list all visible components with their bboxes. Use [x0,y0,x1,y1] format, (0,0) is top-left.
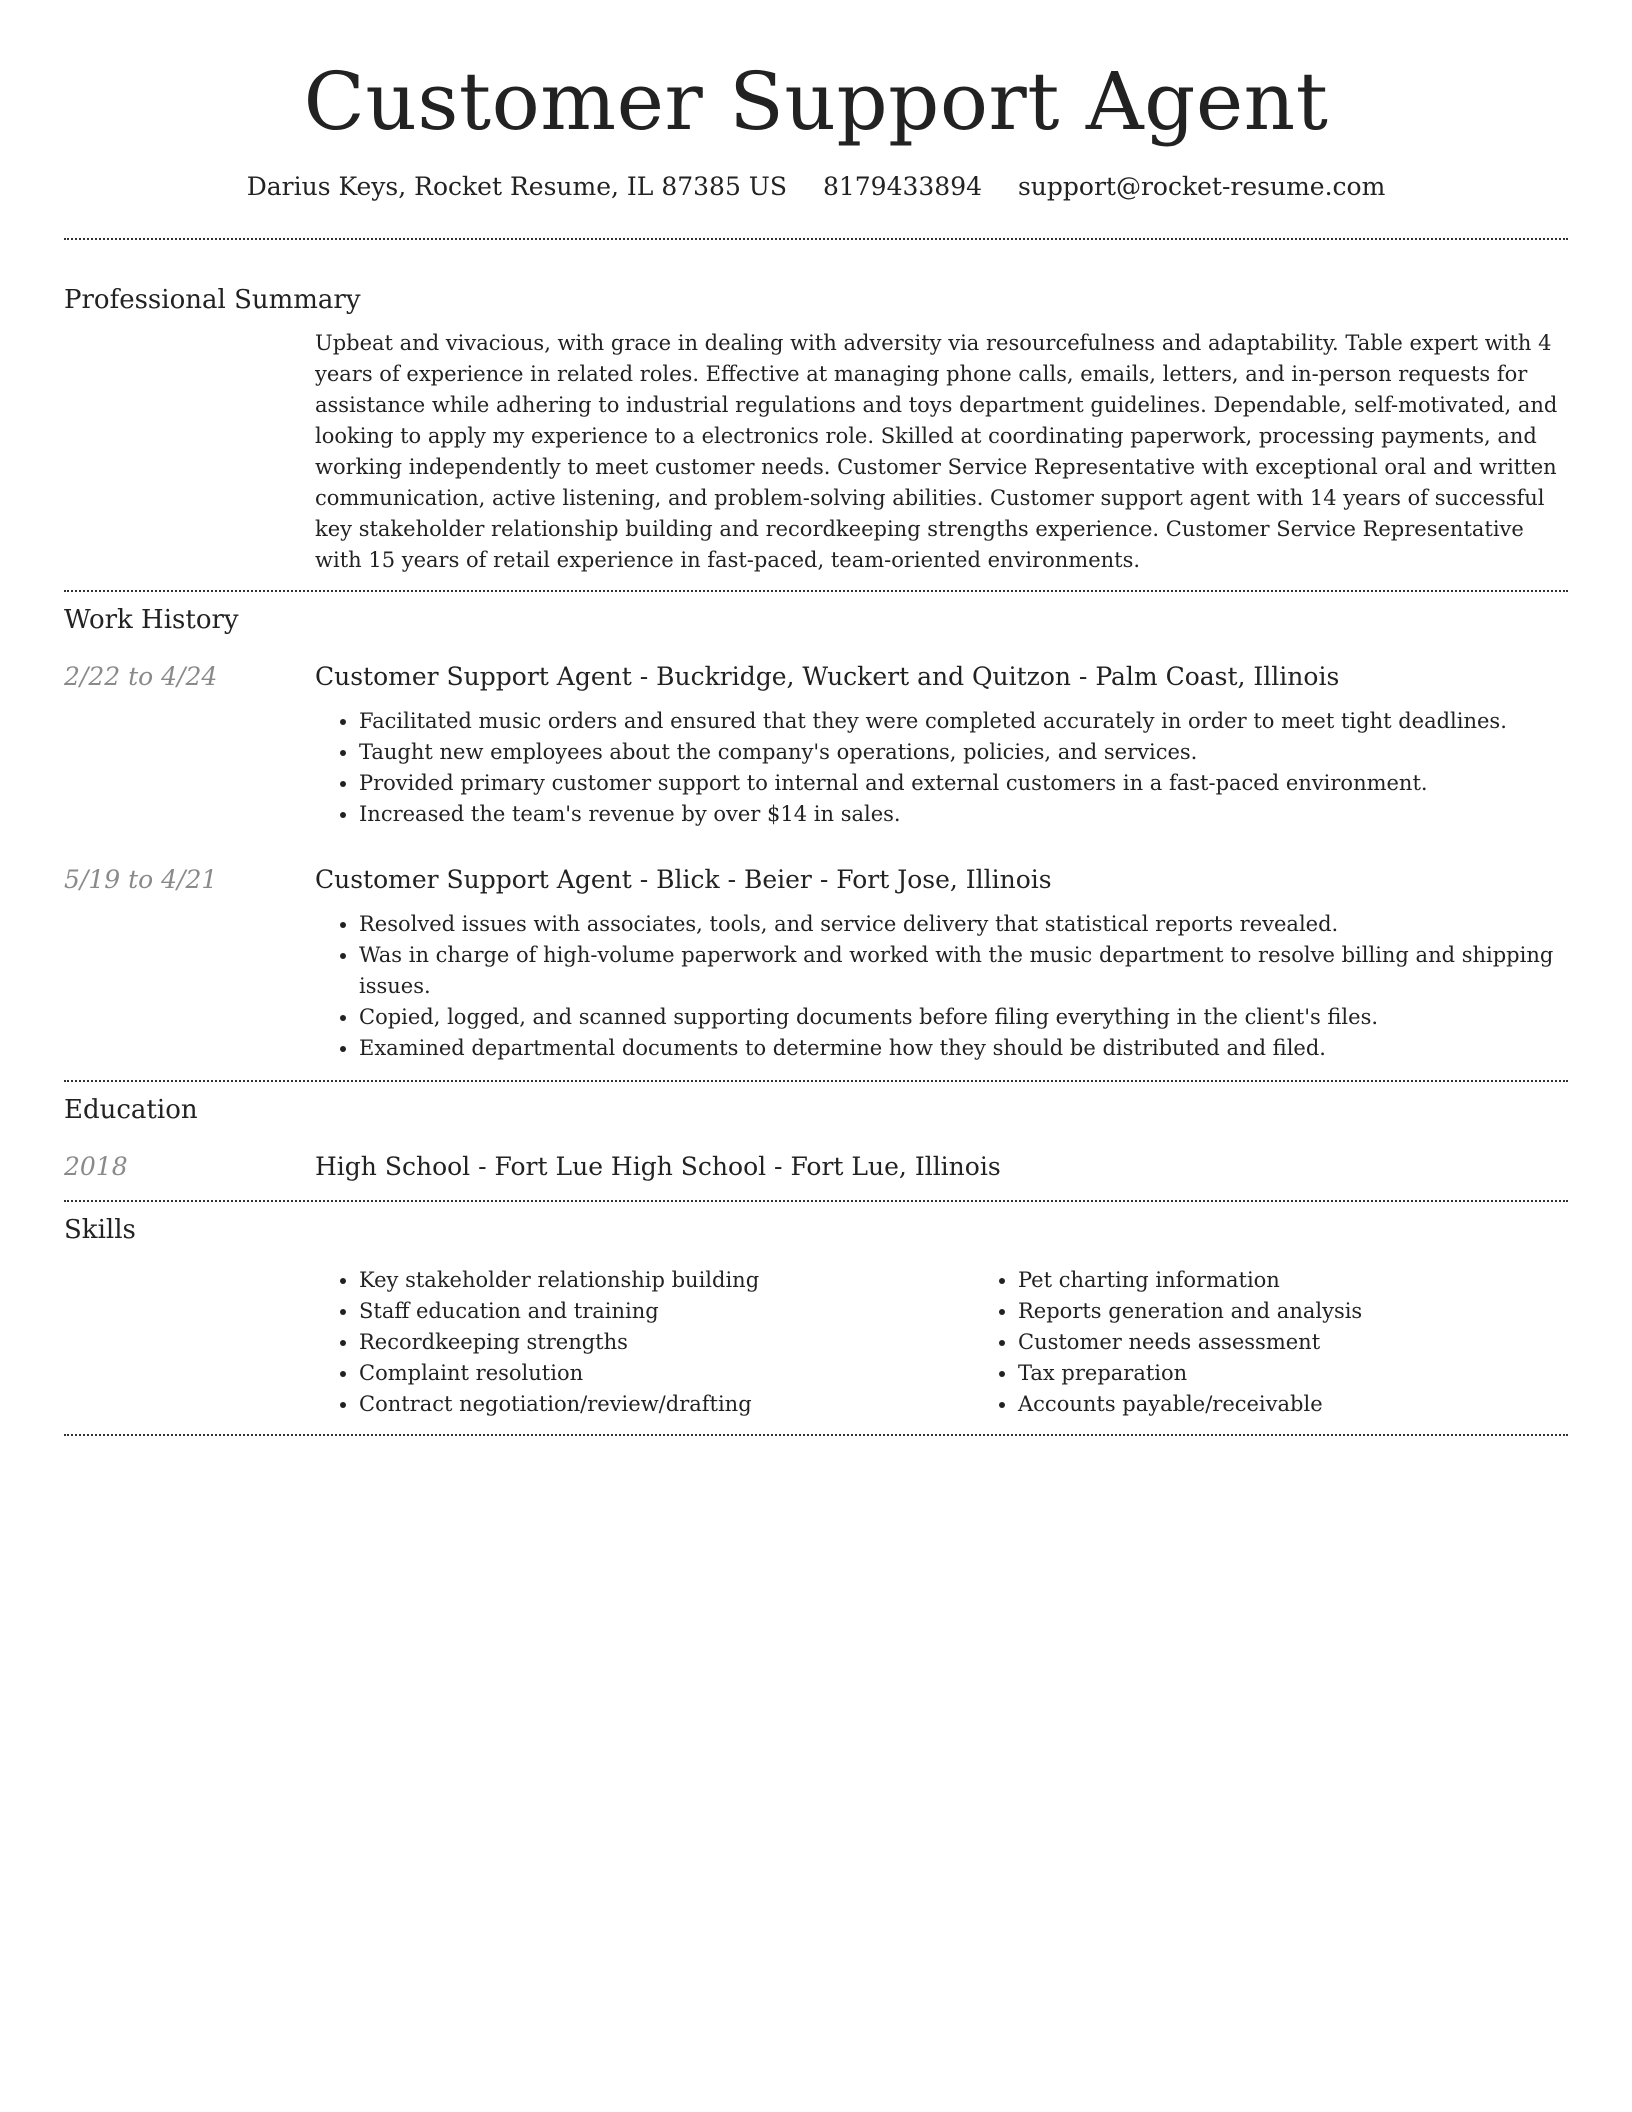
resume-title: Customer Support Agent [303,55,1329,148]
skills-list-right [974,1265,1632,1420]
list-item: • Increased the team's revenue by over $14 in sales. [359,799,1568,830]
contact-address: Darius Keys, Rocket Resume, IL 87385 US [246,172,787,201]
job-title: Customer Support Agent - Blick - Beier - Fort Jose, Illinois [315,865,1052,894]
list-item: • Staff education and training [359,1296,974,1327]
section-title-work-history: Work History [64,605,239,635]
skills-columns [315,1265,1632,1420]
list-item: • Accounts payable/receivable [1018,1389,1632,1420]
divider [64,1200,1568,1202]
divider [64,1080,1568,1082]
list-item: • Complaint resolution [359,1358,974,1389]
list-item: • Tax preparation [1018,1358,1632,1389]
job-dates: 2/22 to 4/24 [64,662,218,691]
divider [64,238,1568,240]
education-title: High School - Fort Lue High School - Fort Lue, Illinois [315,1152,1001,1181]
list-item: • Contract negotiation/review/drafting [359,1389,974,1420]
job-title: Customer Support Agent - Buckridge, Wuckert and Quitzon - Palm Coast, Illinois [315,662,1340,691]
summary-row [64,328,1568,576]
list-item: • Copied, logged, and scanned supporting documents before filing everything in the client's files. [359,1002,1568,1033]
list-item: • Examined departmental documents to determine how they should be distributed and filed. [359,1033,1568,1064]
section-title-skills: Skills [64,1215,136,1245]
divider [64,1434,1568,1436]
list-item: • Provided primary customer support to internal and external customers in a fast-paced environment. [359,768,1568,799]
section-title-education: Education [64,1095,198,1125]
list-item: • Recordkeeping strengths [359,1327,974,1358]
job-entry [64,863,1568,1064]
list-item: • Taught new employees about the company's operations, policies, and services. [359,737,1568,768]
job-bullets [315,909,1568,1064]
summary-text: Upbeat and vivacious, with grace in dealing with adversity via resourcefulness and adaptability. Table expert with 4 years of experience in related roles. Effective at managing phone calls, emails, letters, and in-person requests for assistance while adhering to industrial regulations and toys department guidelines. Dependable, self-motivated, and looking to apply my experience to a electronics role. Skilled at coordinating paperwork, processing payments, and working independently to meet customer needs. Customer Service Representative with exceptional oral and written communication, active listening, and problem-solving abilities. Customer support agent with 14 years of successful key stakeholder relationship building and recordkeeping strengths experience. Customer Service Representative with 15 years of retail experience in fast-paced, team-oriented environments. [315,331,1558,572]
skills-list-left [315,1265,974,1420]
job-dates: 5/19 to 4/21 [64,865,218,894]
education-entry [64,1150,1568,1184]
contact-phone: 8179433894 [822,172,983,201]
contact-email: support@rocket-resume.com [1017,172,1386,201]
job-entry [64,660,1568,830]
list-item: • Key stakeholder relationship building [359,1265,974,1296]
section-title-summary: Professional Summary [64,285,361,315]
education-year: 2018 [64,1152,128,1181]
list-item: • Customer needs assessment [1018,1327,1632,1358]
divider [64,590,1568,592]
list-item: • Reports generation and analysis [1018,1296,1632,1327]
list-item: • Was in charge of high-volume paperwork and worked with the music department to resolve billing and shipping issues. [359,940,1568,1002]
list-item: • Facilitated music orders and ensured that they were completed accurately in order to meet tight deadlines. [359,706,1568,737]
contact-line [64,170,1568,204]
list-item: • Pet charting information [1018,1265,1632,1296]
resume-page [64,0,1568,1436]
list-item: • Resolved issues with associates, tools, and service delivery that statistical reports revealed. [359,909,1568,940]
job-bullets [315,706,1568,830]
skills-row [64,1265,1568,1420]
